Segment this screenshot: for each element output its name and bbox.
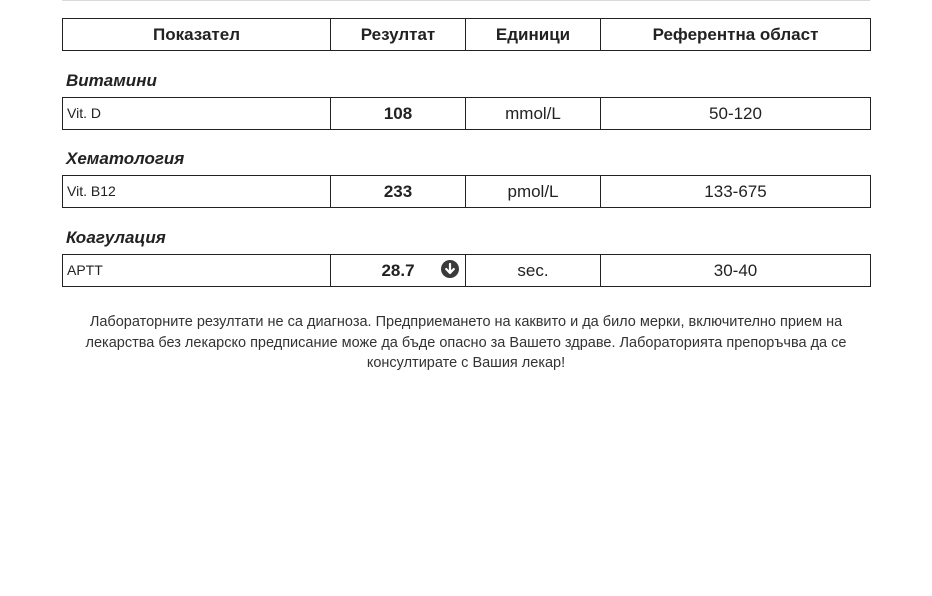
section-title-hematology: Хематология <box>66 149 185 168</box>
table-row <box>63 98 871 130</box>
section-table-vitamins <box>62 97 871 130</box>
test-reference: 30-40 <box>601 255 871 287</box>
test-reference: 133-675 <box>601 176 871 208</box>
test-units: pmol/L <box>466 176 601 208</box>
result-value: 108 <box>383 103 413 123</box>
test-name: Vit. D <box>63 98 331 130</box>
results-header <box>62 18 871 51</box>
header-units: Единици <box>466 19 601 51</box>
arrow-down-circle-icon <box>441 260 459 278</box>
section-table-coagulation <box>62 254 871 287</box>
header-row <box>63 19 871 51</box>
test-name: APTT <box>63 255 331 287</box>
section-title-vitamins: Витамини <box>66 71 157 90</box>
test-units: mmol/L <box>466 98 601 130</box>
test-result <box>331 255 466 287</box>
header-name: Показател <box>63 19 331 51</box>
header-result: Резултат <box>331 19 466 51</box>
test-result <box>331 176 466 208</box>
result-value: 28.7 <box>381 260 415 280</box>
header-reference: Референтна област <box>601 19 871 51</box>
disclaimer-text: Лабораторните резултати не са диагноза. Предприемането на каквито и да било мерки, включително прием на лекарства без лекарско предписание може да бъде опасно за Вашето здраве. Лабораторията препоръчва да се консултирате с Вашия лекар! <box>85 314 847 371</box>
top-divider <box>62 0 870 1</box>
test-units: sec. <box>466 255 601 287</box>
test-reference: 50-120 <box>601 98 871 130</box>
test-name: Vit. B12 <box>63 176 331 208</box>
section-title-coagulation: Коагулация <box>66 228 166 247</box>
result-value: 233 <box>383 181 413 201</box>
table-row <box>63 176 871 208</box>
table-row <box>63 255 871 287</box>
section-table-hematology <box>62 175 871 208</box>
test-result <box>331 98 466 130</box>
